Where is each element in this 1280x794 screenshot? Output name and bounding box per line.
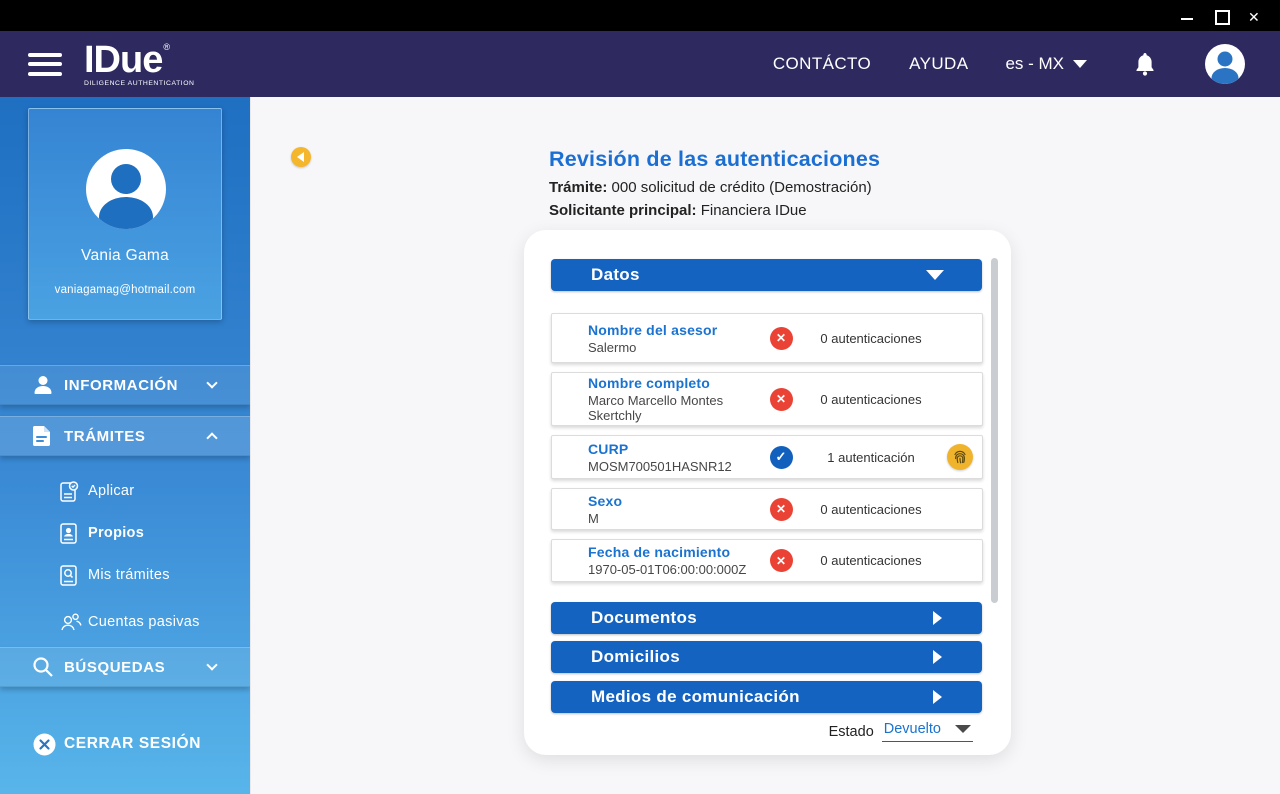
tramites-submenu [0,470,250,643]
authentications-card [524,230,1011,755]
auth-count: 0 autenticaciones [820,391,922,407]
solicitante-line [549,203,880,218]
solicitante-label: Solicitante principal: [549,202,697,219]
fail-icon [770,549,793,572]
circle-x-icon [33,733,56,756]
sidebar-item-propios[interactable] [0,512,250,554]
nav-contacto[interactable]: CONTÁCTO [772,54,872,73]
field-link[interactable]: Sexo [588,492,623,509]
fail-icon [770,498,793,521]
profile-name: Vania Gama [80,247,169,264]
language-value: es - MX [1005,54,1064,73]
bell-icon[interactable] [1135,53,1155,76]
avatar[interactable] [1205,44,1245,84]
tramite-line [549,180,880,195]
group-icon [60,612,82,632]
success-icon [770,446,793,469]
field-value: Salermo [588,339,637,355]
brand-tagline: DILIGENCE AUTHENTICATION [84,79,195,87]
sidebar-item-mis-tramites[interactable] [0,554,250,596]
chevron-down-icon [955,725,971,733]
logout-label: CERRAR SESIÓN [64,735,201,752]
field-link[interactable]: Fecha de nacimiento [588,544,731,560]
accordion-documentos[interactable] [551,602,982,634]
sidebar-item-label: Propios [88,525,145,541]
field-link[interactable]: Nombre del asesor [588,321,718,338]
accordion-medios[interactable] [551,681,982,713]
page-head [549,147,880,218]
accordion-label: Medios de comunicación [591,687,800,706]
auth-count: 0 autenticaciones [820,330,922,346]
page-title: Revisión de las autenticaciones [549,147,881,171]
nav-ayuda[interactable]: AYUDA [909,54,969,73]
datos-rows [551,313,983,591]
auth-row-nombre-asesor [551,313,983,363]
registered-mark: ® [163,41,170,52]
sidebar-item-cuentas-pasivas[interactable] [0,601,250,643]
left-arrow-icon [297,152,304,162]
sidebar-item-label: Aplicar [88,483,135,499]
logout-button[interactable] [0,728,250,760]
fail-icon [770,388,793,411]
estado-value: Devuelto [883,721,941,737]
sidebar-item-label: Cuentas pasivas [88,614,200,630]
sidebar-item-label: Mis trámites [88,567,170,583]
accordion-label: Datos [591,265,640,284]
main-content [250,97,1280,794]
sidebar [0,97,250,794]
doc-person-icon [60,523,77,544]
triangle-right-icon [933,611,942,625]
brand-logo [84,38,195,88]
chevron-down-icon [1073,60,1087,68]
auth-row-curp [551,435,983,479]
estado-label: Estado [828,724,874,740]
auth-row-fecha-nacimiento [551,539,983,582]
hamburger-icon[interactable] [28,53,62,76]
sidebar-item-informacion[interactable] [0,365,250,405]
chevron-up-icon [206,432,217,443]
back-button[interactable] [291,147,311,167]
close-icon[interactable] [1248,9,1262,23]
window-titlebar [0,0,1280,31]
triangle-right-icon [933,690,942,704]
field-link[interactable]: Nombre completo [588,375,711,391]
auth-row-nombre-completo [551,372,983,426]
app-header [0,31,1280,97]
sidebar-item-label: BÚSQUEDAS [64,658,166,676]
field-value: 1970-05-01T06:00:00:000Z [588,562,747,577]
doc-search-icon [60,565,77,586]
sidebar-item-label: TRÁMITES [64,427,146,445]
auth-count: 0 autenticaciones [820,501,922,517]
brand-name: IDue [84,38,163,81]
triangle-right-icon [933,650,942,664]
maximize-icon[interactable] [1214,9,1228,23]
search-icon [32,656,54,678]
scrollbar-thumb[interactable] [991,258,998,603]
auth-count: 0 autenticaciones [820,553,922,568]
estado-row [829,721,973,742]
profile-email: vaniagamag@hotmail.com [54,284,196,296]
doc-check-icon [60,481,79,502]
accordion-label: Documentos [591,608,697,627]
accordion-domicilios[interactable] [551,641,982,673]
sidebar-item-tramites[interactable] [0,416,250,456]
fingerprint-icon[interactable] [947,444,973,470]
field-link[interactable]: CURP [588,440,629,457]
field-value: M [588,510,599,526]
chevron-down-icon [206,377,217,388]
profile-avatar-icon [86,149,166,229]
solicitante-value: Financiera IDue [700,202,807,219]
profile-card [28,108,222,320]
person-icon [32,374,54,396]
tramite-label: Trámite: [549,179,608,196]
estado-select[interactable] [882,721,973,742]
fail-icon [770,327,793,350]
minimize-icon[interactable] [1180,9,1194,23]
sidebar-item-busquedas[interactable] [0,647,250,687]
accordion-label: Domicilios [591,647,680,666]
field-value: MOSM700501HASNR12 [588,458,732,474]
sidebar-item-aplicar[interactable] [0,470,250,512]
triangle-down-icon [926,270,944,280]
auth-count: 1 autenticación [827,449,915,465]
accordion-datos[interactable] [551,259,982,291]
field-value: Marco Marcello Montes Skertchly [588,393,724,423]
chevron-down-icon [206,659,217,670]
sidebar-item-label: INFORMACIÓN [64,376,179,394]
language-selector[interactable] [1005,54,1087,74]
tramite-value: 000 solicitud de crédito (Demostración) [611,179,872,196]
document-icon [32,425,51,447]
auth-row-sexo [551,488,983,530]
